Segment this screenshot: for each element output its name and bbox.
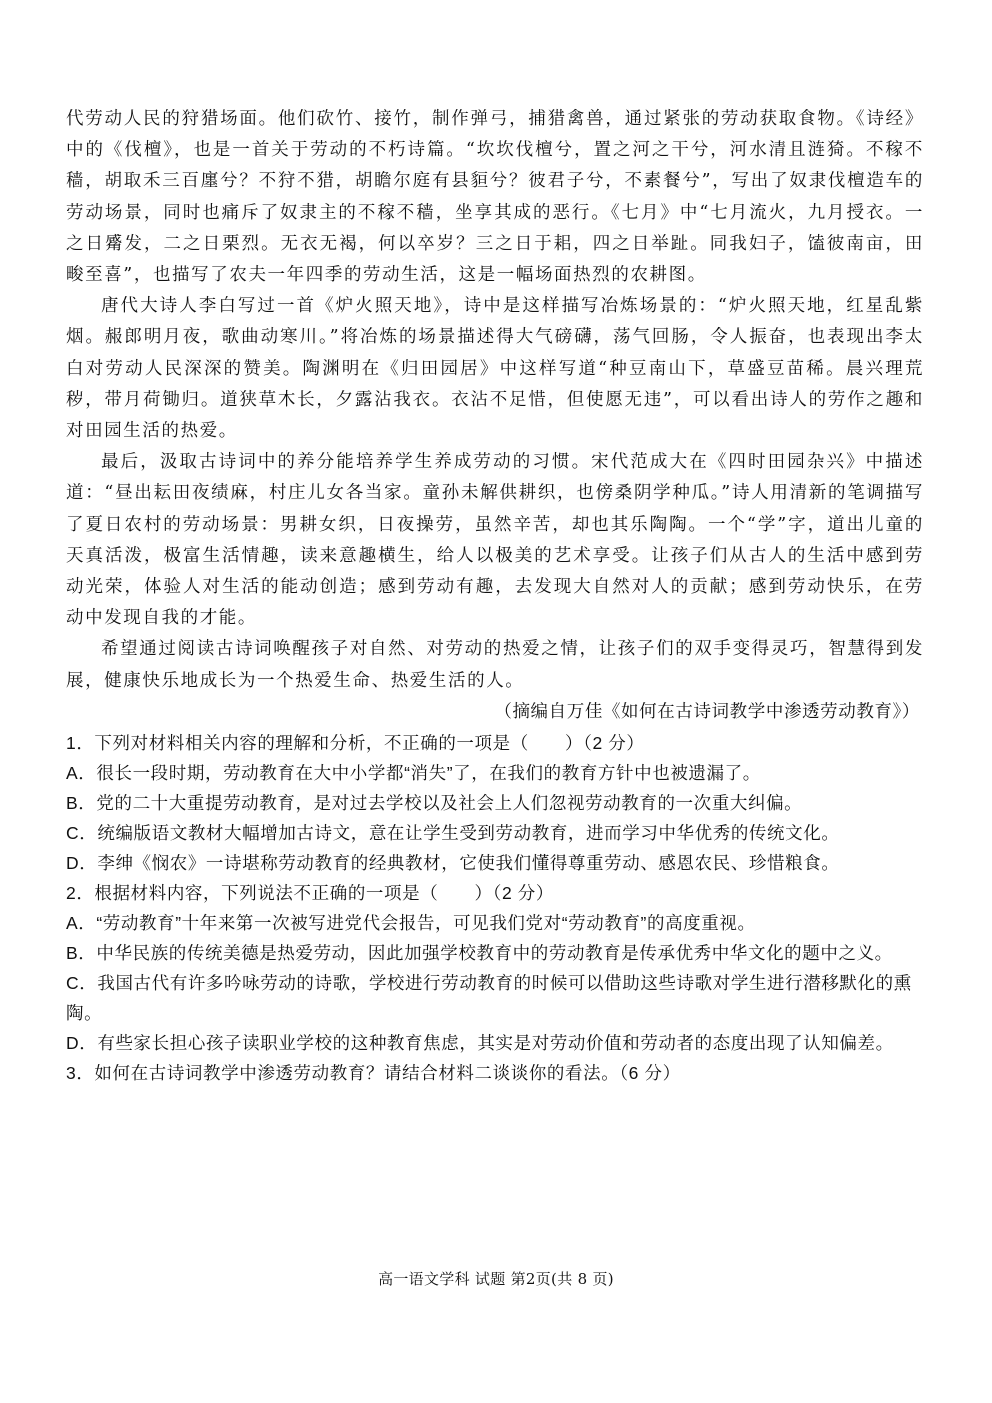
page-footer: 高一语文学科 试题 第2页(共 8 页) <box>378 1270 614 1288</box>
question-1 <box>66 728 924 878</box>
passage-paragraph-2: 唐代大诗人李白写过一首《炉火照天地》，诗中是这样描写冶炼场景的：“炉火照天地，红星乱紫烟。赧郎明月夜，歌曲动寒川。”将冶炼的场景描述得大气磅礴，荡气回肠，令人振奋，也表现出李太白对劳动人民深深的赞美。陶渊明在《归田园居》中这样写道“种豆南山下，草盛豆苗稀。晨兴理荒秽，带月荷锄归。道狭草木长，夕露沾我衣。衣沾不足惜，但使愿无违”，可以看出诗人的劳作之趣和对田园生活的热爱。 <box>66 296 924 442</box>
question-1-stem: 1．下列对材料相关内容的理解和分析，不正确的一项是（ ）（2 分） <box>66 732 645 753</box>
question-1-option-d: D．李绅《悯农》一诗堪称劳动教育的经典教材，它使我们懂得尊重劳动、感恩农民、珍惜粮食。 <box>66 852 840 873</box>
question-3 <box>66 1058 924 1088</box>
question-3-stem: 3．如何在古诗词教学中渗透劳动教育？请结合材料二谈谈你的看法。（6 分） <box>66 1062 681 1083</box>
question-2-option-d: D．有些家长担心孩子读职业学校的这种教育焦虑，其实是对劳动价值和劳动者的态度出现了认知偏差。 <box>66 1032 894 1053</box>
passage-paragraph-4: 希望通过阅读古诗词唤醒孩子对自然、对劳动的热爱之情，让孩子们的双手变得灵巧，智慧得到发展，健康快乐地成长为一个热爱生命、热爱生活的人。 <box>66 639 924 691</box>
passage-paragraph-3: 最后，汲取古诗词中的养分能培养学生养成劳动的习惯。宋代范成大在《四时田园杂兴》中描述道：“昼出耘田夜绩麻，村庄儿女各当家。童孙未解供耕织，也傍桑阴学种瓜。”诗人用清新的笔调描写了夏日农村的劳动场景：男耕女织，日夜操劳，虽然辛苦，却也其乐陶陶。一个“学”字，道出儿童的天真活泼，极富生活情趣，读来意趣横生，给人以极美的艺术享受。让孩子们从古人的生活中感到劳动光荣，体验人对生活的能动创造；感到劳动有趣，去发现大自然对人的贡献；感到劳动快乐，在劳动中发现自我的才能。 <box>66 452 924 629</box>
exam-page <box>66 104 924 1088</box>
question-1-option-a: A．很长一段时期，劳动教育在大中小学都“消失”了，在我们的教育方针中也被遗漏了。 <box>66 762 761 783</box>
question-2-option-c: C．我国古代有许多吟咏劳动的诗歌，学校进行劳动教育的时候可以借助这些诗歌对学生进行潜移默化的熏陶。 <box>66 972 912 1023</box>
question-2-option-a: A．“劳动教育”十年来第一次被写进党代会报告，可见我们党对“劳动教育”的高度重视。 <box>66 912 756 933</box>
question-1-option-b: B．党的二十大重提劳动教育，是对过去学校以及社会上人们忽视劳动教育的一次重大纠偏。 <box>66 792 803 813</box>
passage-paragraph-1: 代劳动人民的狩猎场面。他们砍竹、接竹，制作弹弓，捕猎禽兽，通过紧张的劳动获取食物。《诗经》中的《伐檀》，也是一首关于劳动的不朽诗篇。“坎坎伐檀兮，置之河之干兮，河水清且涟猗。不稼不穑，胡取禾三百廛兮？不狩不猎，胡瞻尔庭有县貆兮？彼君子兮，不素餐兮”，写出了奴隶伐檀造车的劳动场景，同时也痛斥了奴隶主的不稼不穑，坐享其成的恶行。《七月》中“七月流火，九月授衣。一之日觱发，二之日栗烈。无衣无褐，何以卒岁？三之日于耜，四之日举趾。同我妇子，馌彼南亩，田畯至喜”，也描写了农夫一年四季的劳动生活，这是一幅场面热烈的农耕图。 <box>66 109 924 286</box>
question-2-option-b: B．中华民族的传统美德是热爱劳动，因此加强学校教育中的劳动教育是传承优秀中华文化的题中之义。 <box>66 942 893 963</box>
passage-source: （摘编自万佳《如何在古诗词教学中渗透劳动教育》） <box>494 701 920 722</box>
question-2 <box>66 878 924 1058</box>
question-1-option-c: C．统编版语文教材大幅增加古诗文，意在让学生受到劳动教育，进而学习中华优秀的传统文化。 <box>66 822 840 843</box>
question-2-stem: 2．根据材料内容，下列说法不正确的一项是（ ）（2 分） <box>66 882 554 903</box>
